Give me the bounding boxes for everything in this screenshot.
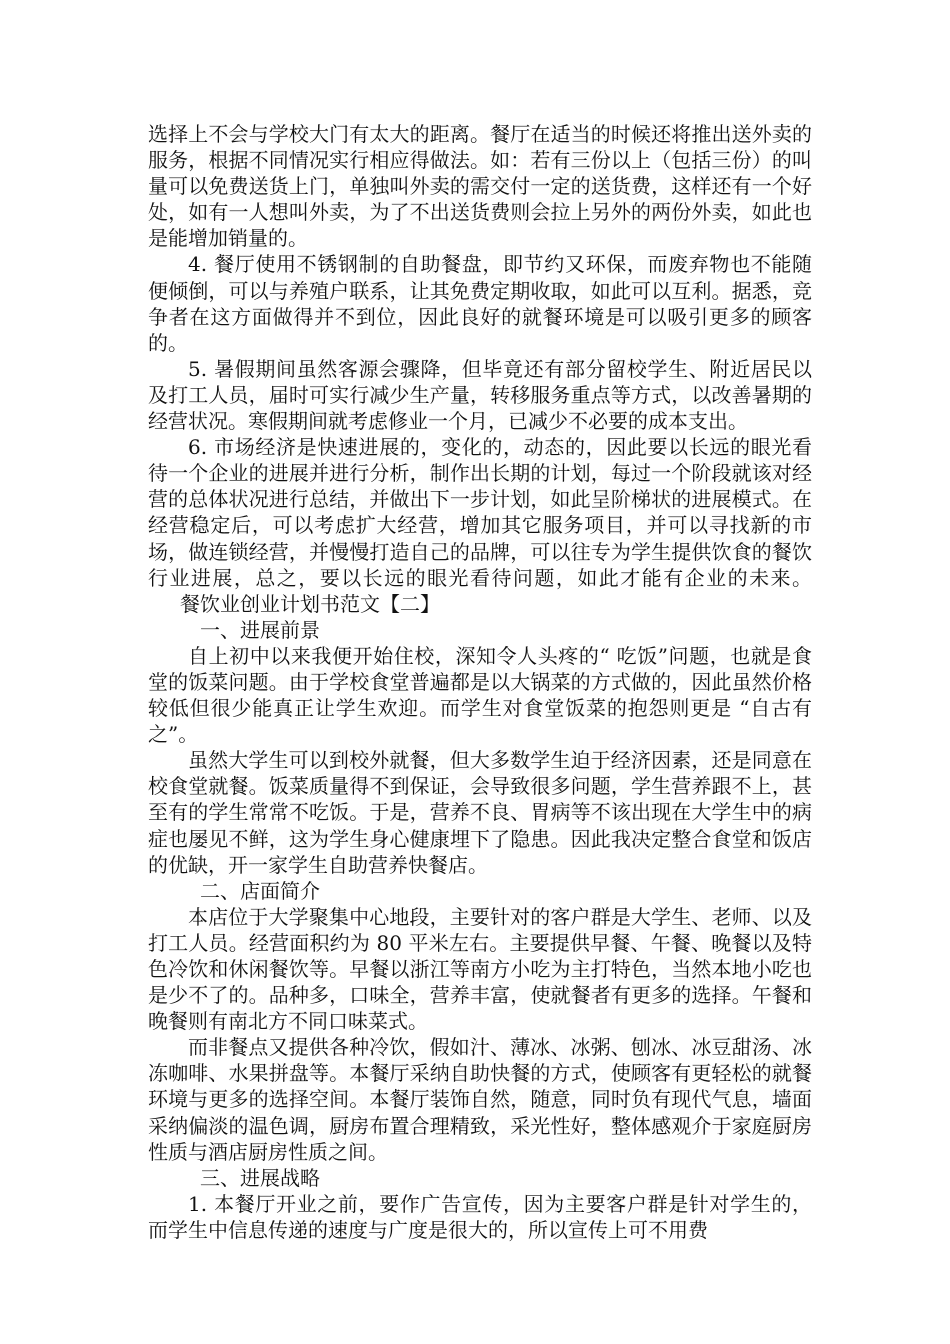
paragraph-store-location: 本店位于大学聚集中心地段，主要针对的客户群是大学生、老师、以及打工人员。经营面积约为 80 平米左右。主要提供早餐、午餐、晚餐以及特色冷饮和休闲餐饮等。早餐以浙江等南方小吃为主打特色，当然本地小吃也是少不了的。品种多，口味全，营养丰富，使就餐者有更多的选择。午餐和晚餐则有南北方不同口味菜式。 xyxy=(148,904,812,1034)
heading-store-intro: 二、店面简介 xyxy=(200,878,320,903)
heading-strategy: 三、进展战略 xyxy=(200,1165,320,1190)
paragraph-store-offerings: 而非餐点又提供各种冷饮，假如汁、薄冰、冰粥、刨冰、冰豆甜汤、冰冻咖啡、水果拼盘等。本餐厅采纳自助快餐的方式，使顾客有更轻松的就餐环境与更多的选择空间。本餐厅装饰自然，随意，同时负有现代气息，墙面采纳偏淡的温色调，厨房布置合理精致，采光性好，整体感观介于家庭厨房性质与酒店厨房性质之间。 xyxy=(148,1035,812,1164)
section-title: 餐饮业创业计划书范文【二】 xyxy=(180,591,440,616)
paragraph-point-5: 5. 暑假期间虽然客源会骤降，但毕竟还有部分留校学生、附近居民以及打工人员，届时可实行减少生产量，转移服务重点等方式，以改善暑期的经营状况。寒假期间就考虑修业一个月，已减少不必要的成本支出。 xyxy=(148,356,812,434)
paragraph-strategy-1: 1. 本餐厅开业之前，要作广告宣传，因为主要客户群是针对学生的，而学生中信息传递的速度与广度是很大的，所以宣传上可不用费 xyxy=(148,1191,812,1242)
paragraph-background: 自上初中以来我便开始住校，深知令人头疼的“ 吃饭”问题，也就是食堂的饭菜问题。由于学校食堂普遍都是以大锅菜的方式做的，因此虽然价格较低但很少能真正让学生欢迎。而学生对食堂饭菜的抱怨则更是 “自古有之”。 xyxy=(148,643,812,747)
paragraph-point-4: 4. 餐厅使用不锈钢制的自助餐盘，即节约又环保，而废弃物也不能随便倾倒，可以与养殖户联系，让其免费定期收取，如此可以互利。据悉，竞争者在这方面做得并不到位，因此良好的就餐环境是可以吸引更多的顾客的。 xyxy=(148,252,812,355)
paragraph-point-6-text: 6. 市场经济是快速进展的，变化的，动态的，因此要以长远的眼光看待一个企业的进展并进行分析，制作出长期的计划，每过一个阶段就该对经营的总体状况进行总结，并做出下一步计划，如此呈阶梯状的进展模式。在经营稳定后，可以考虑扩大经营，增加其它服务项目，并可以寻找新的市场，做连锁经营，并慢慢打造自己的品牌，可以往专为学生提供饮食的餐饮行业进展，总之，要以长远的眼光看待问题，如此才能有企业的未来。 xyxy=(148,435,812,590)
heading-prospects: 一、进展前景 xyxy=(200,617,320,642)
paragraph-delivery: 选择上不会与学校大门有太大的距离。餐厅在适当的时候还将推出送外卖的服务，根据不同情况实行相应得做法。如：若有三份以上（包括三份）的叫量可以免费送货上门，单独叫外卖的需交付一定的送货费，这样还有一个好处，如有一人想叫外卖，为了不出送货费则会拉上另外的两份外卖，如此也是能增加销量的。 xyxy=(148,122,812,251)
paragraph-motivation: 虽然大学生可以到校外就餐，但大多数学生迫于经济因素，还是同意在校食堂就餐。饭菜质量得不到保证，会导致很多问题，学生营养跟不上，甚至有的学生常常不吃饭。于是，营养不良、胃病等不该出现在大学生中的病症也屡见不鲜，这为学生身心健康埋下了隐患。因此我决定整合食堂和饭店的优缺，开一家学生自助营养快餐店。 xyxy=(148,748,812,877)
document-body xyxy=(148,121,812,1243)
paragraph-point-6 xyxy=(148,434,812,617)
